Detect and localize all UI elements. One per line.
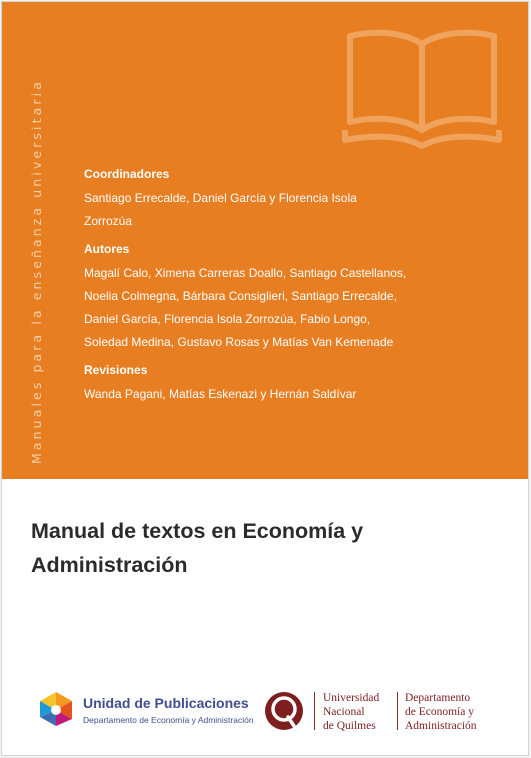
department-name <box>405 691 477 733</box>
book-cover <box>1 1 529 756</box>
credit-line: Zorrozúa <box>84 214 133 228</box>
open-book-icon <box>342 22 502 152</box>
series-label: Manuales para la enseñanza universitaria <box>29 79 44 464</box>
credit-coordinators <box>84 166 504 233</box>
publications-unit-subtitle: Departamento de Economía y Administración <box>83 715 254 725</box>
department-name-line: de Economía y <box>405 706 474 718</box>
unq-divider <box>314 692 315 730</box>
credit-line: Magalí Calo, Ximena Carreras Doallo, Santiago Castellanos, <box>84 266 407 280</box>
university-name <box>323 691 379 733</box>
publications-logo-icon <box>38 690 74 728</box>
university-name-line: Nacional <box>323 706 365 718</box>
publications-unit-name: Unidad de Publicaciones <box>83 695 249 711</box>
credit-line: Soledad Medina, Gustavo Rosas y Matías Van Kemenade <box>84 335 394 349</box>
credit-heading: Revisiones <box>84 363 148 377</box>
credit-line: Daniel García, Florencia Isola Zorrozúa, Fabio Longo, <box>84 312 371 326</box>
credit-heading: Autores <box>84 242 130 256</box>
credit-revisions <box>84 362 504 406</box>
cover-orange-panel <box>2 2 528 479</box>
credit-line: Santiago Errecalde, Daniel García y Florencia Isola <box>84 191 357 205</box>
book-title <box>31 514 471 582</box>
unq-seal-icon <box>264 691 304 731</box>
credit-authors <box>84 241 504 354</box>
credits <box>84 166 504 414</box>
university-name-line: Universidad <box>323 692 380 704</box>
department-name-line: Administración <box>405 720 477 732</box>
department-name-line: Departamento <box>405 692 471 704</box>
title-line: Administración <box>31 553 188 577</box>
credit-heading: Coordinadores <box>84 167 170 181</box>
credit-line: Noelia Colmegna, Bárbara Consiglieri, Santiago Errecalde, <box>84 289 397 303</box>
credit-line: Wanda Pagani, Matías Eskenazi y Hernán Saldívar <box>84 387 357 401</box>
university-name-line: de Quilmes <box>323 720 376 732</box>
department-divider <box>397 692 398 730</box>
title-line: Manual de textos en Economía y <box>31 519 364 543</box>
